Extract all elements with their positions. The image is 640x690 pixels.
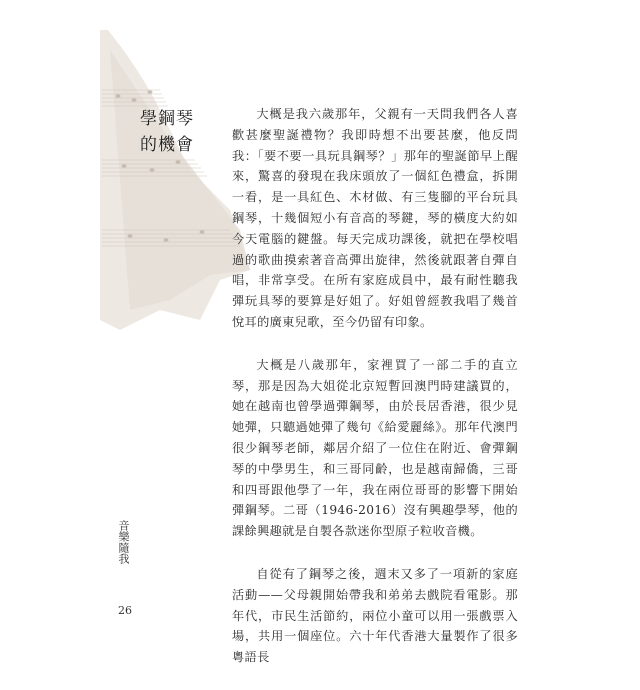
page-number: 26 <box>118 604 132 617</box>
paragraph-3: 自從有了鋼琴之後，週末又多了一項新的家庭活動——父母親開始帶我和弟弟去戲院看電影。那年代，市民生活節約，兩位小童可以用一張戲票入場，共用一個座位。六十年代香港大量製作了很多粵語長 <box>232 566 518 665</box>
running-head: 音樂隨我 <box>117 520 130 564</box>
section-title-line-2: 的機會 <box>140 135 194 155</box>
paragraph-2: 大概是八歲那年，家裡買了一部二手的直立琴，那是因為大姐從北京短暫回澳門時建議買的，她在越南也曾學過彈鋼琴，由於長居香港，很少見她彈，只聽過她彈了幾句《給愛麗絲》。那年代澳門很少鋼琴老師，鄰居介紹了一位住在附近、會彈鋼琴的中學男生，和三哥同齡，也是越南歸僑，三哥和四哥跟他學了一年，我在兩位哥哥的影響下開始彈鋼琴。二哥（1946-2016）沒有興趣學琴，他的課餘興趣就是自製各款迷你型原子粒收音機。 <box>232 357 518 539</box>
section-title-line-1: 學鋼琴 <box>140 109 194 129</box>
body-text <box>232 104 518 690</box>
section-title <box>140 106 200 158</box>
paragraph-1: 大概是我六歲那年，父親有一天問我們各人喜歡甚麼聖誕禮物？我即時想不出要甚麼，他反問我：「要不要一具玩具鋼琴？」那年的聖誕節早上醒來，驚喜的發現在我床頭放了一個紅色禮盒，拆開一看，是一具紅色、木材做、有三隻腳的平台玩具鋼琴，十幾個短小有音高的琴鍵，琴的橫度大約如今天電腦的鍵盤。每天完成功課後，就把在學校唱過的歌曲摸索著音高彈出旋律，然後就跟著自彈自唱，非常享受。在所有家庭成員中，最有耐性聽我彈玩具琴的要算是好姐了。好姐曾經教我唱了幾首悅耳的廣東兒歌，至今仍留有印象。 <box>232 107 518 329</box>
